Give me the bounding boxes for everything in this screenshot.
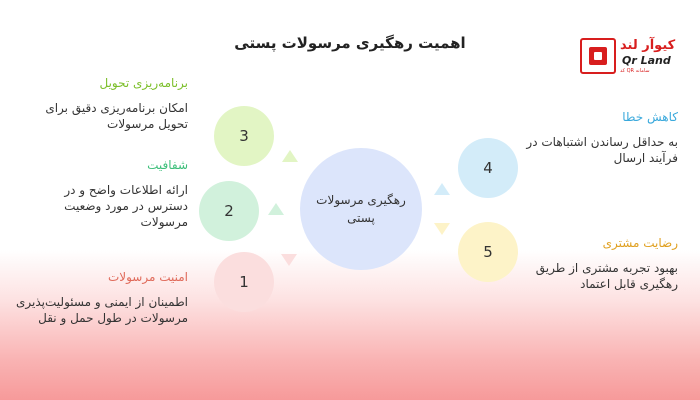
item-heading: برنامه‌ریزی تحویل bbox=[99, 76, 188, 90]
number-circle-2: 2 bbox=[199, 181, 259, 241]
number-circle-1: 1 bbox=[214, 252, 274, 312]
item-1 bbox=[0, 270, 188, 326]
item-4 bbox=[508, 110, 678, 166]
logo-text-fa: کیوآر لند bbox=[620, 38, 676, 53]
number-circle-4: 4 bbox=[458, 138, 518, 198]
brand-logo bbox=[580, 38, 680, 82]
item-description: ارائه اطلاعات واضح و در دسترس در مورد وضعیت مرسولات bbox=[64, 183, 188, 229]
arrow-up-icon bbox=[268, 203, 284, 215]
logo-text-en: Qr Land bbox=[622, 54, 671, 67]
number-circle-3: 3 bbox=[214, 106, 274, 166]
item-2 bbox=[28, 158, 188, 230]
arrow-up-icon bbox=[434, 183, 450, 195]
arrow-up-icon bbox=[282, 150, 298, 162]
number-circle-5: 5 bbox=[458, 222, 518, 282]
item-heading: رضایت مشتری bbox=[602, 236, 678, 250]
item-heading: کاهش خطا bbox=[622, 110, 678, 124]
item-description: امکان برنامه‌ریزی دقیق برای تحویل مرسولات bbox=[45, 101, 188, 131]
page-title: اهمیت رهگیری مرسولات پستی bbox=[234, 34, 466, 52]
arrow-down-icon bbox=[434, 223, 450, 235]
item-3 bbox=[28, 76, 188, 132]
qr-code-icon bbox=[580, 38, 616, 74]
center-circle: رهگیری مرسولات پستی bbox=[300, 148, 422, 270]
item-5 bbox=[498, 236, 678, 292]
item-description: اطمینان از ایمنی و مسئولیت‌پذیری مرسولات در طول حمل و نقل bbox=[16, 295, 188, 325]
item-description: بهبود تجربه مشتری از طریق رهگیری قابل اعتماد bbox=[535, 261, 678, 291]
arrow-down-icon bbox=[281, 254, 297, 266]
logo-tagline: سامانه QR کد bbox=[620, 68, 650, 74]
item-heading: امنیت مرسولات bbox=[107, 270, 188, 284]
item-description: به حداقل رساندن اشتباهات در فرآیند ارسال bbox=[526, 135, 678, 165]
item-heading: شفافیت bbox=[147, 158, 188, 172]
